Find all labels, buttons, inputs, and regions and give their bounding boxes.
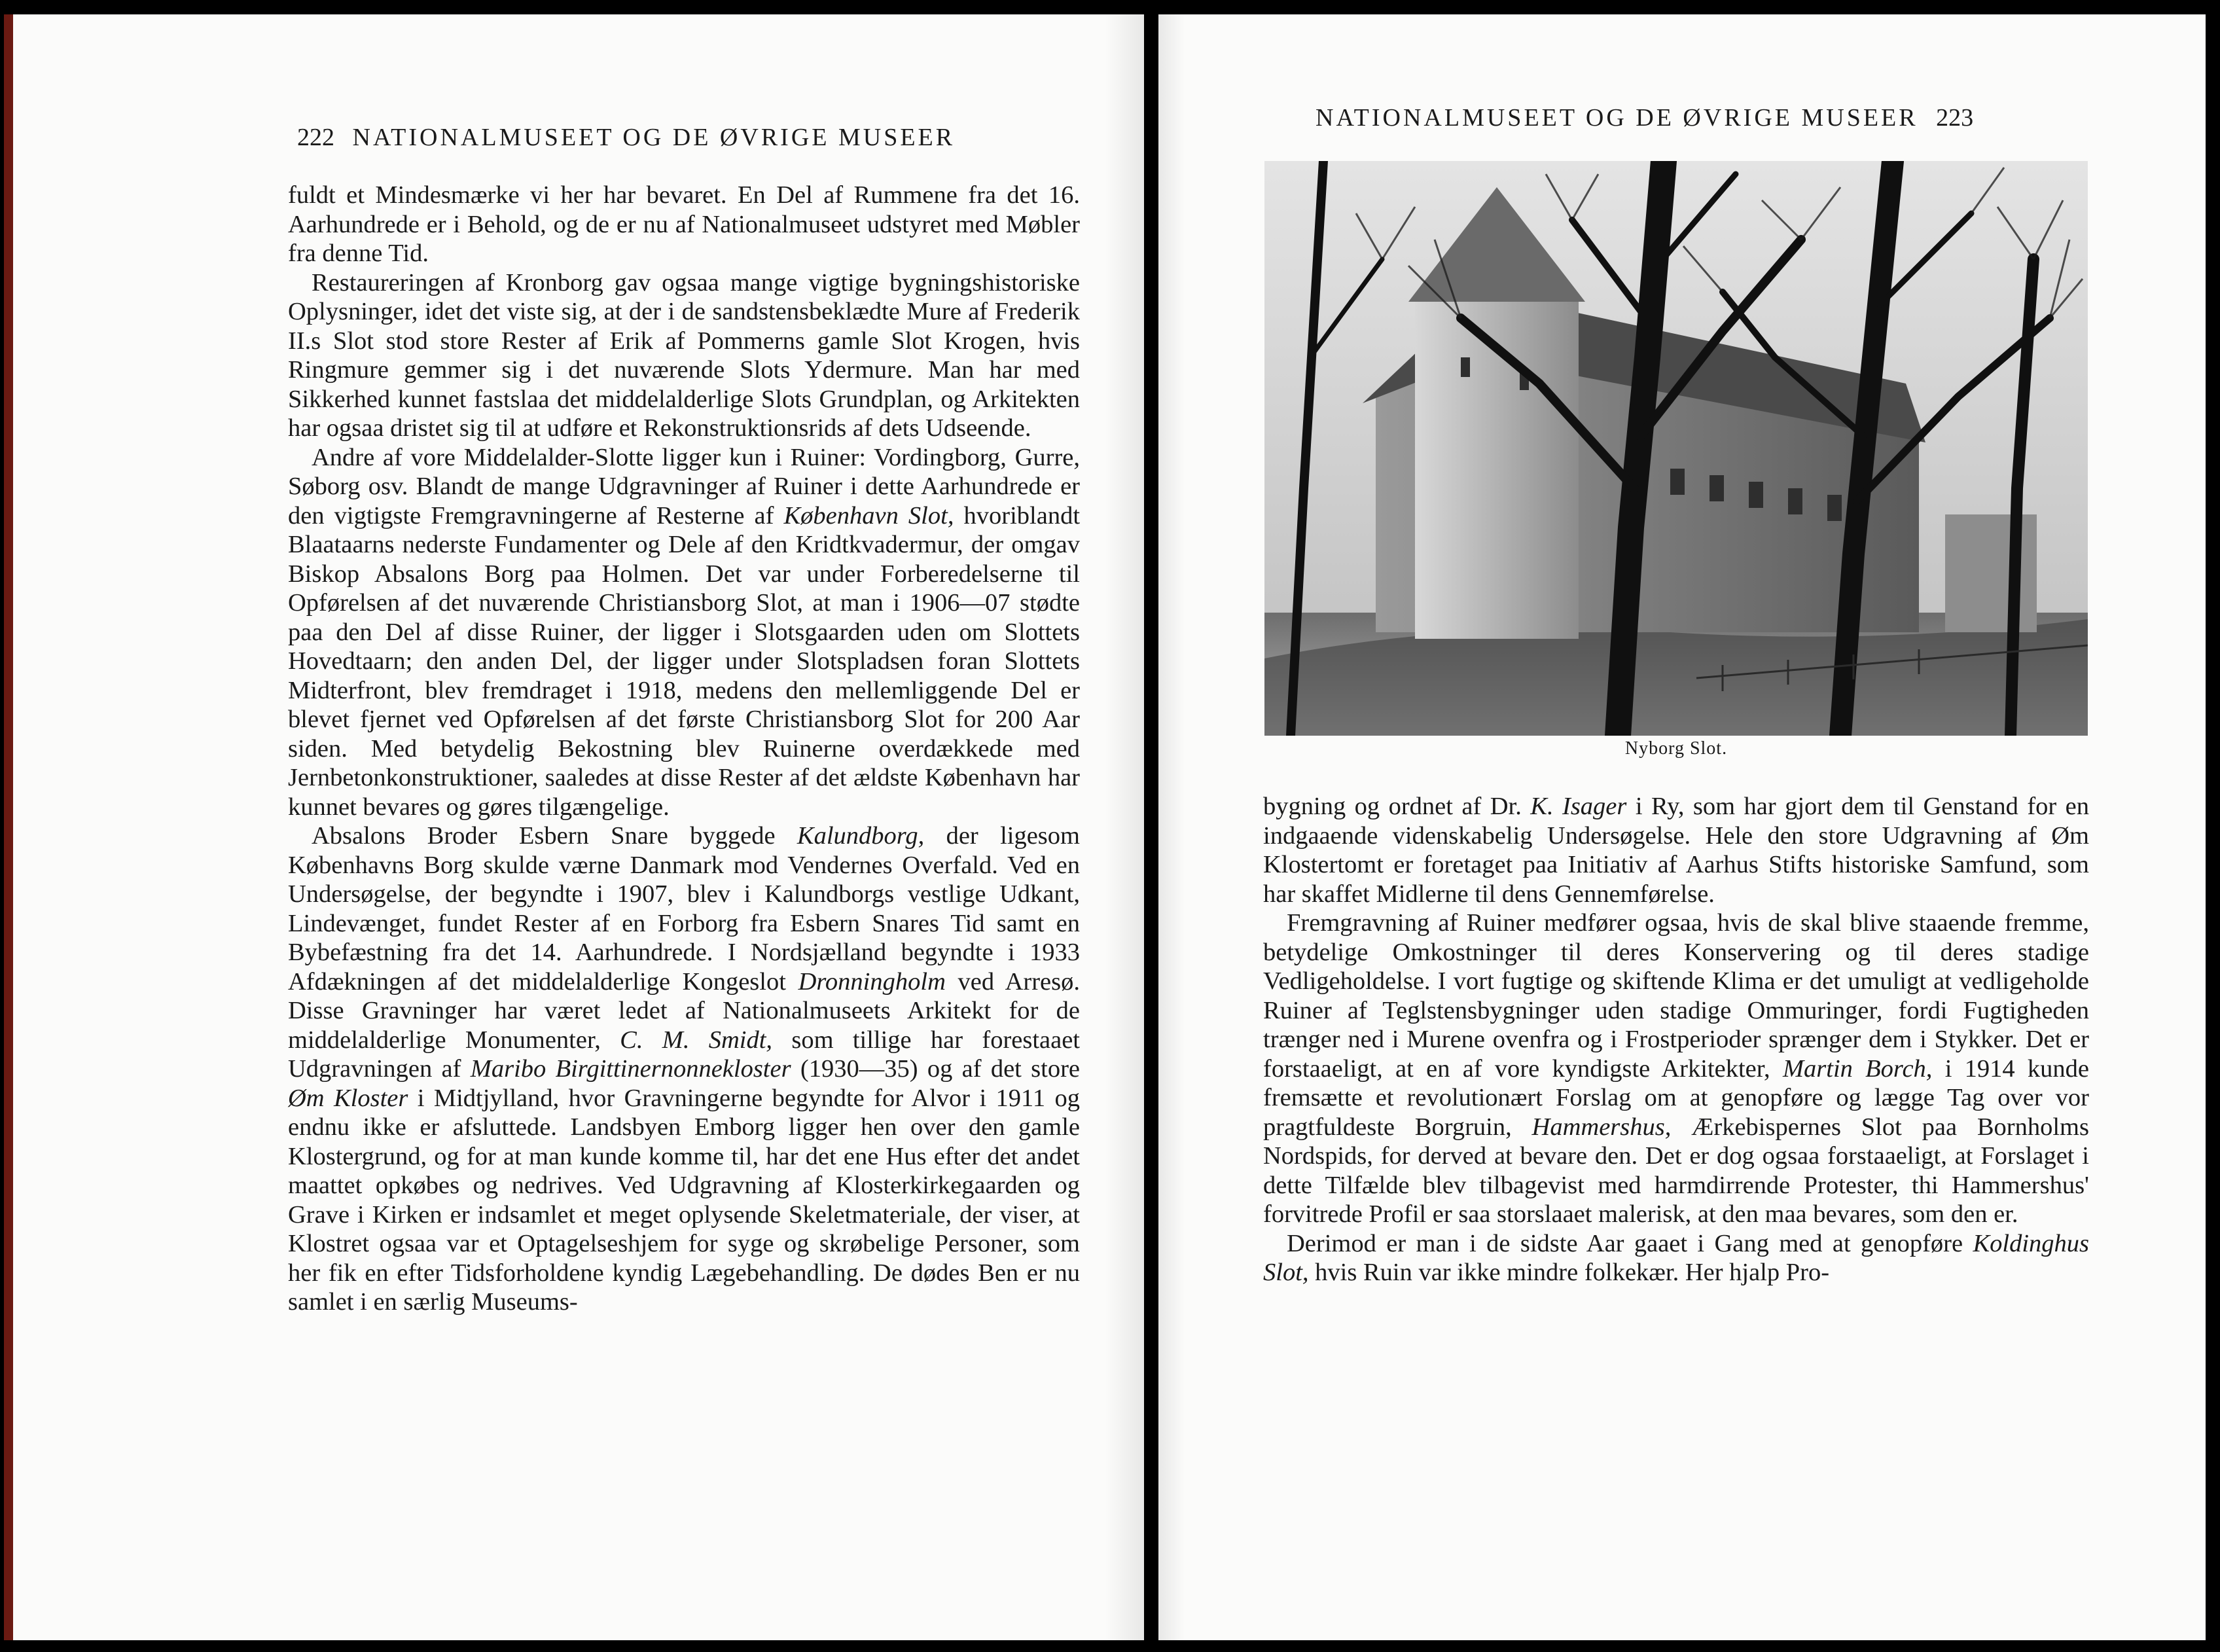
left-body-text bbox=[288, 181, 1080, 1317]
text-run: fuldt et Mindesmærke vi her har bevaret. En Del af Rummene fra det 16. Aarhundrede er i Behold, og de er nu af Nationalmuseet udstyret med Møbler fra denne Tid. bbox=[288, 181, 1080, 267]
text-run: i Ry, som har gjort dem til Genstand for en indgaaende videnskabelig Undersøgelse. Hele den store Udgravning af Øm Klostertomt er foretaget paa Initiativ af Aarhus Stifts historiske Samfund, som har skaffet Midlerne til dens Gennemførelse. bbox=[1263, 793, 2090, 908]
paragraph bbox=[288, 181, 1080, 268]
left-running-head bbox=[288, 123, 955, 152]
italic-text: Øm Kloster bbox=[288, 1084, 408, 1112]
paragraph bbox=[288, 268, 1080, 443]
italic-text: Koldinghus Slot, bbox=[1263, 1229, 2089, 1286]
text-run: (1930—35) og af det store bbox=[791, 1055, 1081, 1083]
castle-photo-illustration bbox=[1264, 161, 2088, 736]
italic-text: Martin Borch, bbox=[1782, 1054, 1933, 1083]
italic-text: Kalundborg, bbox=[797, 822, 925, 850]
text-run: i Midtjylland, hvor Gravningerne begyndte for Alvor i 1911 og endnu ikke er afsluttede. Landsbyen Emborg ligger hen over den gamle Klostergrund, og for at man kunde komme til, har det ene Hus efter det andet maattet opkøbes og nedrives. Ved Udgravning af Klosterkirkegaarden og Grave i Kirken er indsamlet et meget oplysende Skeletmateriale, der viser, at Klostret ogsaa var et Optagelseshjem for syge og skrøbelige Personer, som her fik en efter Tidsforholdene kyndig Lægebehandling. De dødes Ben er nu samlet i en særlig Museums- bbox=[288, 1084, 1080, 1316]
right-running-head bbox=[1316, 103, 1982, 132]
left-gutter-shadow bbox=[1105, 14, 1144, 1640]
italic-text: København Slot, bbox=[783, 501, 954, 530]
photo-caption: Nyborg Slot. bbox=[1624, 738, 1728, 759]
nyborg-slot-photo bbox=[1264, 161, 2088, 736]
paragraph bbox=[1263, 908, 2089, 1229]
text-run: Fremgravning af Ruiner medfører ogsaa, hvis de skal blive staaende fremme, betydelige Omkostninger til deres Konservering og til deres stadige Vedligeholdelse. I vort fugtige og skiftende Klima er det umuligt at vedligeholde Ruiner af Teglstensbygninger uden stadige Ommuringer, fordi Fugtigheden trænger ned i Murene ovenfra og i Frostperioder sprænger dem i Stykker. Det er forstaaeligt, at en af vore kyndigste Arkitekter, bbox=[1263, 909, 2089, 1083]
left-page bbox=[4, 14, 1144, 1640]
italic-text: C. M. Smidt, bbox=[620, 1026, 773, 1054]
text-run: i 1914 kunde fremsætte et revolutionært Forslag om at genopføre og lægge Tag over vor pragtfuldeste Borgruin, bbox=[1263, 1054, 2089, 1141]
right-page-number: 223 bbox=[1936, 104, 1974, 132]
paragraph bbox=[1263, 1229, 2089, 1287]
text-run: bygning og ordnet af Dr. bbox=[1263, 793, 1531, 820]
italic-text: K. Isager bbox=[1530, 793, 1627, 820]
paragraph bbox=[288, 821, 1080, 1317]
right-body-text bbox=[1263, 792, 2089, 1287]
right-gutter-shadow bbox=[1158, 14, 1185, 1640]
text-run: som tillige har forestaaet Udgravningen af bbox=[288, 1026, 1081, 1083]
text-run: Restaureringen af Kronborg gav ogsaa mange vigtige bygningshistoriske Oplysninger, idet det viste sig, at der i de sandstensbeklædte Mure af Frederik II.s Slot stod store Rester af Erik af Pommerns gamle Slot Krogen, hvis Ringmure gemmer sig i det nuværende Slots Ydermure. Man har med Sikkerhed kunnet fastslaa det middelalderlige Slots Grundplan, og Arkitekten har ogsaa dristet sig til at udføre et Rekonstruktionsrids af dets Udseende. bbox=[288, 268, 1080, 442]
paragraph bbox=[1263, 792, 2089, 908]
paragraph bbox=[288, 443, 1080, 822]
text-run: Absalons Broder Esbern Snare byggede bbox=[312, 822, 797, 850]
left-running-title: NATIONALMUSEET OG DE ØVRIGE MUSEER bbox=[352, 124, 956, 151]
text-run: ved Arresø. Disse Gravninger har været ledet af Nationalmuseets Arkitekt for de middelalderlige Monumenter, bbox=[288, 967, 1080, 1054]
text-run: hvoriblandt Blaataarns nederste Fundamenter og Dele af den Kridtkvadermur, der omgav Biskop Absalons Borg paa Holmen. Det var under Forberedelserne til Opførelsen af det nuværende Christiansborg Slot, at man i 1906—07 stødte paa den Del af disse Ruiner, der ligger i Slotsgaarden uden om Slottets Hovedtaarn; den anden Del, der ligger under Slotspladsen foran Slottets Midterfront, blev fremdraget i 1918, medens den mellemliggende Del er blevet fjernet ved Opførelsen af det første Christiansborg Slot for 200 Aar siden. Med betydelig Bekostning blev Ruinerne overdækkede med Jernbetonkonstruktioner, saaledes at disse Rester af det ældste København har kunnet bevares og gøres tilgængelige. bbox=[288, 501, 1081, 821]
italic-text: Hammershus, bbox=[1531, 1113, 1672, 1141]
italic-text: Maribo Birgittinernonnekloster bbox=[470, 1055, 791, 1083]
right-running-title: NATIONALMUSEET OG DE ØVRIGE MUSEER bbox=[1316, 104, 1918, 132]
left-page-number: 222 bbox=[297, 124, 334, 151]
right-page bbox=[1158, 14, 2206, 1640]
text-run: Andre af vore Middelalder-Slotte ligger kun i Ruiner: Vordingborg, Gurre, Søborg osv. Blandt de mange Udgravninger af Ruiner i dette Aarhundrede er den vigtigste Fremgravningerne af Resterne af bbox=[288, 443, 1080, 530]
italic-text: Dronningholm bbox=[798, 967, 946, 996]
text-run: Ærkebispernes Slot paa Bornholms Nordspids, for derved at bevare den. Det er dog ogsaa forstaaeligt, at Forslaget i dette Tilfælde blev tilbagevist med harmdirrende Protester, thi Hammershus' forvitrede Profil er saa storslaaet malerisk, at den maa bevares, som den er. bbox=[1263, 1113, 2089, 1228]
text-run: Derimod er man i de sidste Aar gaaet i Gang med at genopføre bbox=[1287, 1229, 1973, 1257]
text-run: hvis Ruin var ikke mindre folkekær. Her hjalp Pro- bbox=[1308, 1259, 1830, 1286]
text-run: der ligesom Københavns Borg skulde værne Danmark mod Vendernes Overfald. Ved en Undersøgelse, der begyndte i 1907, blev i Kalundborgs vestlige Udkant, Lindevænget, fundet Rester af en Forborg fra Esbern Snares Tid samt en Bybefæstning fra det 14. Aarhundrede. I Nordsjælland begyndte i 1933 Afdækningen af det middelalderlige Kongeslot bbox=[288, 822, 1080, 996]
